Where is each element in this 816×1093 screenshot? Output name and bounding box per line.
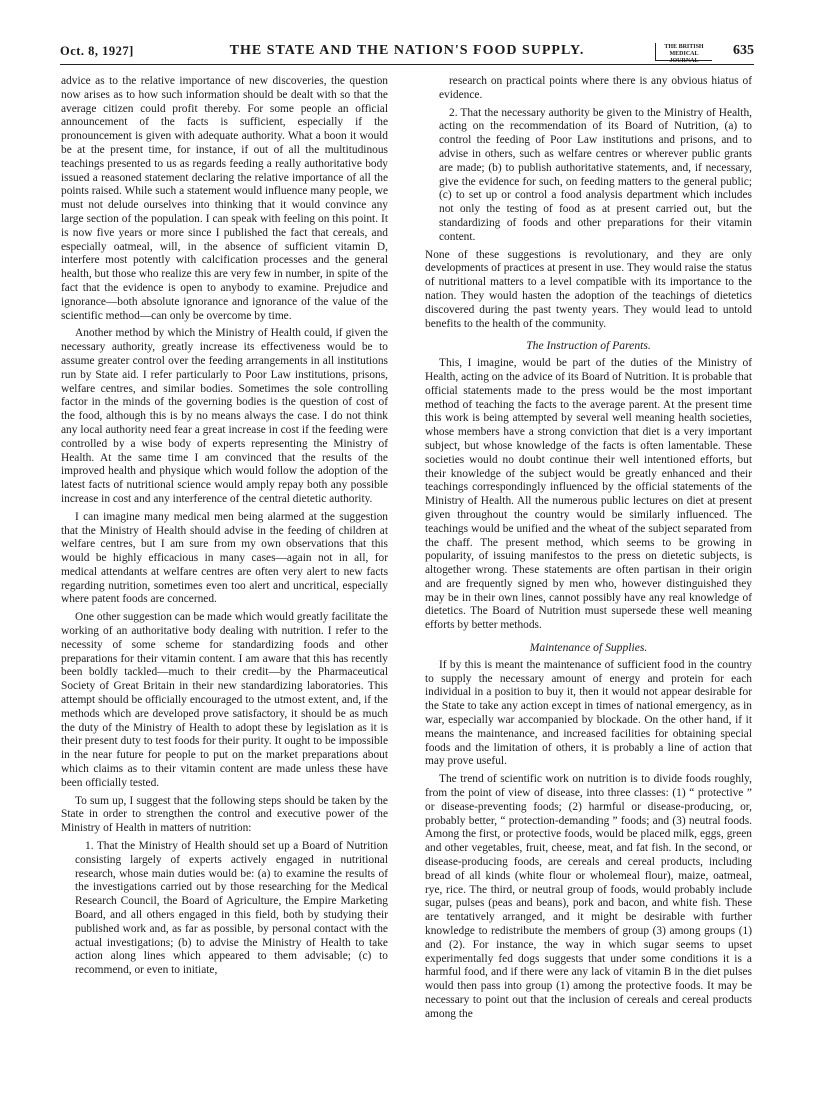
- paragraph: The trend of scientific work on nutrition is to divide foods roughly, from the point of view of disease, into three classes: (1) “ protective ” or disease-preventing foods; (2) harmful or disease-producing, or, probably better, “ protection-demanding ” foods; and (3) neutral foods. Among the first, or protective foods, would be placed milk, eggs, green and other vegetables, fruit, cheese, meat, and fat fish. In the second, or disease-producing foods, are cereals and cereal products, including bread of all kinds (white flour or wholemeal flour), maize, oatmeal, rye, rice. The third, or neutral group of foods, would probably include sugar, pulses (peas and beans), pork and bacon, and white fish. These are tentatively arranged, and it might be desirable with further knowledge to redistribute the members of group (3) among groups (1) and (2). For instance, the way in which sugar seems to upset experimentally fed dogs suggests that under some conditions it is a harmful food, and if there were any lack of vitamin B in the diet pulses would then pass into group (1) among the protective foods. It may be necessary to point out that the inclusion of cereals and cereal products among the: [425, 773, 752, 1020]
- paragraph: To sum up, I suggest that the following steps should be taken by the State in order to strengthen the control and executive power of the Ministry of Health in matters of nutrition:: [61, 794, 388, 835]
- paragraph: advice as to the relative importance of new discoveries, the question now arises as to how such information should be dealt with so that the average citizen could profit thereby. For some people an official announcement of the facts is sufficient, especially if the pronouncement is given with adequate authority. What a boon it would be at the present time, for instance, if out of all the multitudinous teachings presented to us as regards feeding a really authoritative body issued a reasoned statement declaring the relative importance of all the points raised. While such a statement would influence many people, we must not delude ourselves into thinking that it would convince any large section of the population. I can speak with feeling on this point. It is now five years or more since I published the fact that cereals, and especially oatmeal, will, in the absence of sufficient vitamin D, interfere most potently with calcification processes and the general health, but those who realize this are very few in number, in spite of the fact that the evidence is open to anybody to examine. Prejudice and ignorance—both absolute ignorance and ignorance of the value of the scientific method—can only be overcome by time.: [61, 75, 388, 322]
- running-header: [60, 42, 754, 65]
- paragraph: I can imagine many medical men being alarmed at the suggestion that the Ministry of Health should advise in the feeding of children at welfare centres, but I am sure from my own observations that this would be highly efficacious in many cases—again not in all, for medical attendants at welfare centres are often very alert to new facts regarding nutrition, sometimes even too alert and uncritical, especially where patent foods are concerned.: [61, 510, 388, 606]
- list-item: 2. That the necessary authority be given to the Ministry of Health, acting on the recommendation of its Board of Nutrition, (a) to control the feeding of Poor Law institutions and prisons, and to advise in others, such as welfare centres or wherever public grants are made; (b) to publish authoritative statements, and, if necessary, give the evidence for such, on feeding matters to the general public; (c) to set up or control a food analysis department which includes not only the testing of food as at present carried out, but the standardizing of foods and other preparations for their vitamin content.: [439, 106, 752, 243]
- list-item: 1. That the Ministry of Health should set up a Board of Nutrition consisting largely of experts actively engaged in nutritional research, whose main duties would be: (a) to examine the results of the investigations carried out by those researching for the Medical Research Council, the Board of Agriculture, the Empire Marketing Board, and all others engaged in this field, both by studying their published work and, as far as possible, by personal contact with the actual investigations; (b) to advise the Ministry of Health to take action along lines which appeared to them advisable; (c) to recommend, or even to initiate,: [75, 840, 388, 977]
- journal-name-line2: MEDICAL JOURNAL: [669, 51, 699, 64]
- right-column: [425, 75, 752, 1075]
- issue-date: Oct. 8, 1927]: [60, 44, 134, 58]
- paragraph: One other suggestion can be made which would greatly facilitate the working of an authoritative body dealing with nutrition. I refer to the necessity of some scheme for standardizing foods and other preparations for their vitamin content. I am aware that this has recently been boldly tackled—much to their credit—by the Pharmaceutical Society of Great Britain in their new standardizing laboratories. This attempt should be officially encouraged to the utmost extent, and, if the methods which are developed prove satisfactory, it should be as much the duty of the Ministry of Health to adopt these by legislation as it is their present duty to test foods for their purity. It ought to be impossible in the near future for people to put on the market preparations about which claims as to their vitamin content are made unless these have been officially tested.: [61, 611, 388, 789]
- journal-name: [655, 43, 712, 64]
- left-column: [61, 75, 388, 1075]
- running-title: THE STATE AND THE NATION'S FOOD SUPPLY.: [229, 43, 585, 58]
- section-heading-supplies: Maintenance of Supplies.: [529, 641, 648, 655]
- journal-name-line1: THE BRITISH: [664, 44, 704, 50]
- list-item-continued: research on practical points where there is any obvious hiatus of evidence.: [439, 75, 752, 101]
- paragraph: Another method by which the Ministry of Health could, if given the necessary authority, greatly increase its effectiveness would be to assume greater control over the feeding arrangements in all institutions run by State aid. I refer particularly to Poor Law institutions, prisons, welfare centres, and similar bodies. Sometimes the sole controlling factor in the minds of the governing bodies is the question of cost of the food, although this is by no means always the case. I do not think any local authority need fear a great increase in cost if the feeding were controlled by a wise body of experts representing the Ministry of Health. At the same time I am convinced that the results of the improved health and physique which would follow the adoption of the latest facts of nutritional science would amply repay both any possible increase in cost and any interference of the central dietetic authority.: [61, 327, 388, 505]
- section-heading-parents: The Instruction of Parents.: [526, 339, 651, 353]
- paragraph: If by this is meant the maintenance of sufficient food in the country to supply the necessary amount of energy and protein for each individual in a position to buy it, then it would not appear desirable for the State to take any action except in times of national emergency, as in war, especially war accompanied by blockade. On the other hand, if it means the maintenance, and increased facilities for obtaining special foods and the limitation of others, it is probably a line of action that may prove useful.: [425, 658, 752, 768]
- page-number: 635: [733, 43, 754, 58]
- paragraph: This, I imagine, would be part of the duties of the Ministry of Health, acting on the advice of its Board of Nutrition. It is probable that official statements made to the press would be the most important method of teaching the facts to the average parent. At the present time this work is being attempted by several well meaning health societies, whose members have a strong conviction that diet is a very important subject, but whose knowledge of the facts is often lamentable. These societies would no doubt continue their well intentioned efforts, but their knowledge of the subject would be greatly enhanced and their teachings correspondingly influenced by the official statements of the Ministry of Health. All the numerous public lectures on diet at present given throughout the country would be similarly influenced. The teachings would be unified and the wheat of the subject separated from the chaff. The present method, which seems to be growing in popularity, of issuing manifestos to the press on dietetic subjects, is altogether wrong. These statements are often partisan in their origin and are frequently signed by men who, however distinguished they may be in their own lines, cannot possibly have any real knowledge of dietetics. The Board of Nutrition must supersede these well meaning efforts by better methods.: [425, 357, 752, 632]
- paragraph: None of these suggestions is revolutionary, and they are only developments of practices at present in use. They would raise the status of nutritional matters to a level compatible with its importance to the nation. They would hasten the adoption of the teachings of dietetics discovered during the past twenty years. They would lead to untold benefits to the health of the community.: [425, 248, 752, 330]
